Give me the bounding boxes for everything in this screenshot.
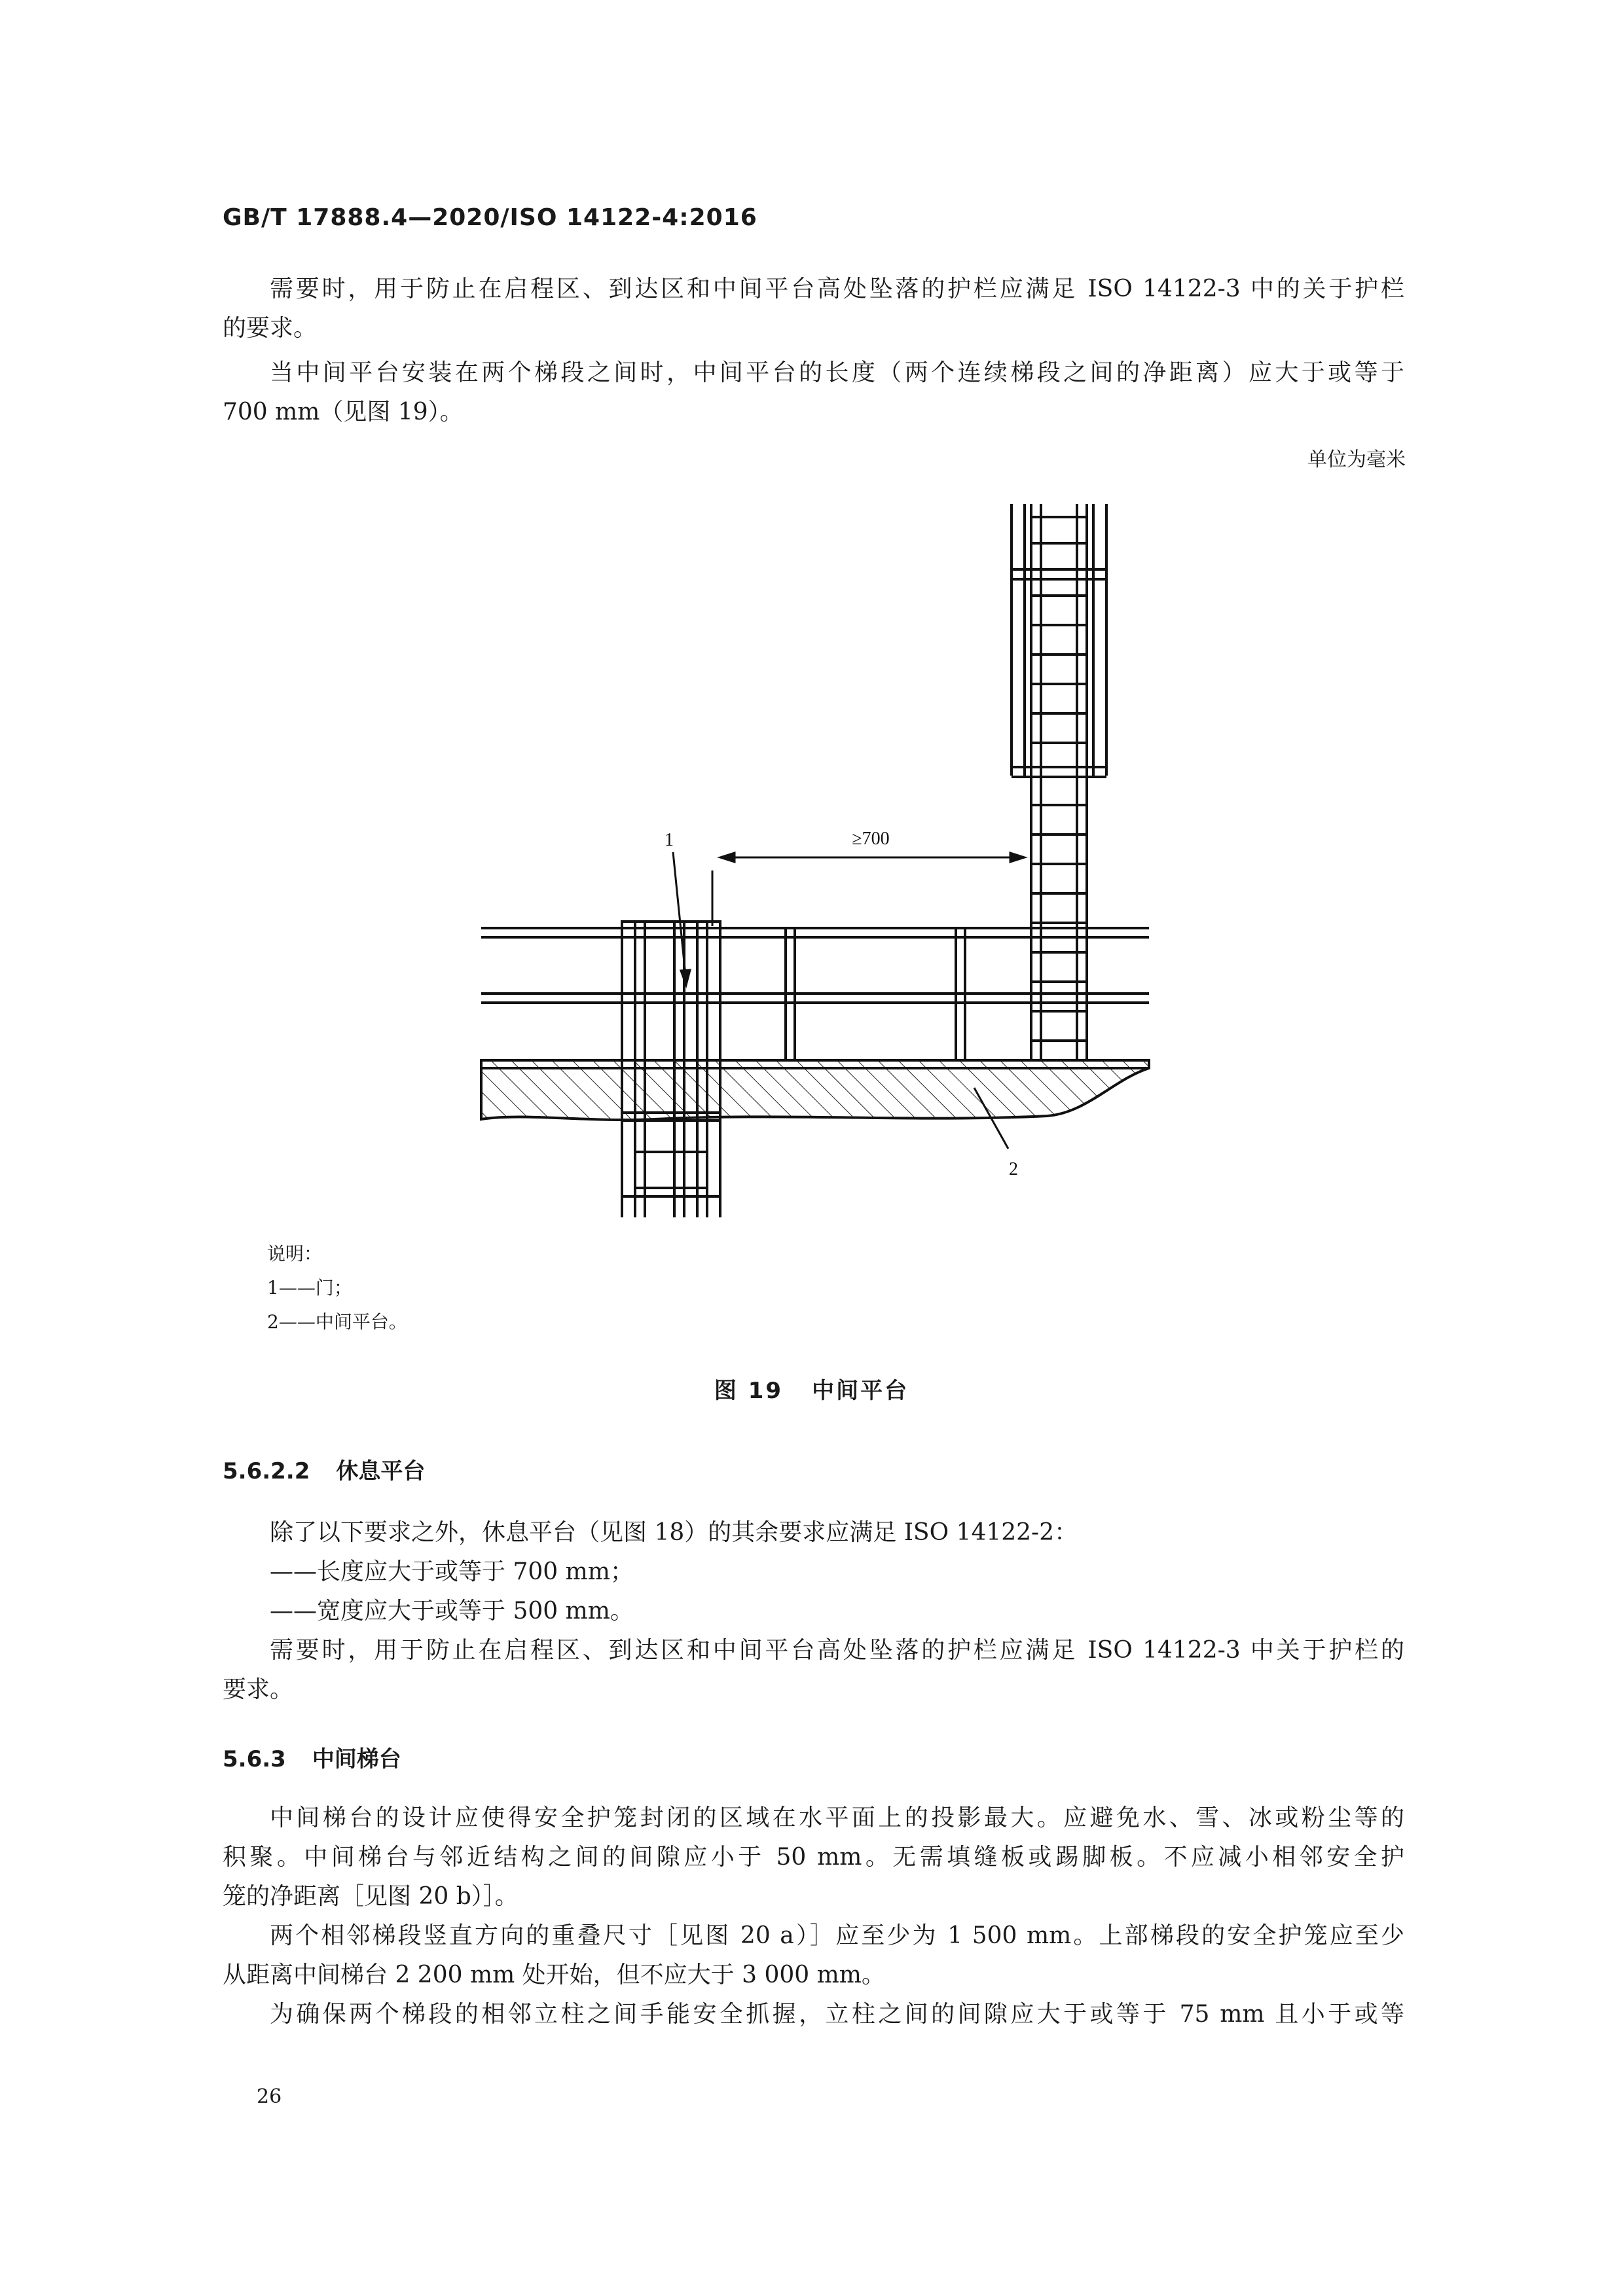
section-5622-p2-line1: 需要时，用于防止在启程区、到达区和中间平台高处坠落的护栏应满足 ISO 14122-3 中关于护栏的 — [270, 1637, 1404, 1664]
figure-caption — [0, 1372, 1623, 1405]
dimension-line — [712, 853, 1025, 926]
section-563-p3-line1: 为确保两个梯段的相邻立柱之间手能安全抓握，立柱之间的间隙应大于或等于 75 mm 且小于或等 — [270, 2001, 1404, 2028]
section-563-p1-line3: 笼的净距离［见图 20 b）］。 — [223, 1883, 519, 1910]
section-5622-title: 休息平台 — [336, 1458, 426, 1484]
intro-p2-line1: 当中间平台安装在两个梯段之间时，中间平台的长度（两个连续梯段之间的净距离）应大于或等于 — [270, 359, 1404, 386]
section-5622-bullet1: ——长度应大于或等于 700 mm； — [270, 1558, 634, 1585]
section-5622-body — [223, 1513, 1404, 1710]
legend-item-2: 2——中间平台。 — [267, 1311, 407, 1333]
upper-ladder-rungs — [1031, 517, 1087, 1041]
intermediate-platform — [481, 1060, 1149, 1120]
legend-item-1: 1——门； — [267, 1277, 352, 1299]
intro-p1-line1: 需要时，用于防止在启程区、到达区和中间平台高处坠落的护栏应满足 ISO 14122-3 中的关于护栏 — [270, 276, 1404, 302]
section-563-p1-line2: 积聚。中间梯台与邻近结构之间的间隙应小于 50 mm。无需填缝板或踢脚板。不应减小相邻安全护 — [223, 1844, 1404, 1871]
section-563-p2-line1: 两个相邻梯段竖直方向的重叠尺寸［见图 20 a）］应至少为 1 500 mm。上部梯段的安全护笼应至少 — [270, 1922, 1404, 1949]
section-563-heading — [223, 1741, 401, 1773]
legend-title: 说明： — [267, 1243, 323, 1265]
caption-number: 图 19 — [714, 1378, 784, 1404]
section-563-title: 中间梯台 — [312, 1746, 401, 1772]
callout-1-label: 1 — [665, 830, 674, 850]
callout-2-label: 2 — [1009, 1159, 1018, 1179]
upper-ladder-cage — [1012, 504, 1106, 1060]
section-5622-bullet2: ——宽度应大于或等于 500 mm。 — [270, 1598, 634, 1624]
section-5622-p2-line2: 要求。 — [223, 1676, 294, 1703]
page-number: 26 — [257, 2085, 282, 2108]
standard-code-header: GB/T 17888.4—2020/ISO 14122-4:2016 — [223, 204, 757, 231]
intro-p2-line2: 700 mm（见图 19）。 — [223, 399, 464, 425]
intro-p1-line2: 的要求。 — [223, 315, 318, 342]
section-5622-number: 5.6.2.2 — [223, 1458, 310, 1484]
caption-title: 中间平台 — [812, 1378, 909, 1404]
section-563-p1-line1: 中间梯台的设计应使得安全护笼封闭的区域在水平面上的投影最大。应避免水、雪、冰或粉尘等的 — [270, 1804, 1404, 1831]
unit-note: 单位为毫米 — [1307, 448, 1406, 471]
section-5622-heading — [223, 1453, 425, 1485]
section-563-p2-line2: 从距离中间梯台 2 200 mm 处开始，但不应大于 3 000 mm。 — [223, 1962, 885, 1988]
section-563-body — [223, 1799, 1404, 2034]
section-5622-p1: 除了以下要求之外，休息平台（见图 18）的其余要求应满足 ISO 14122-2： — [270, 1519, 1078, 1546]
figure-legend — [267, 1237, 407, 1339]
section-563-number: 5.6.3 — [223, 1746, 286, 1772]
dimension-label: ≥700 — [852, 829, 890, 849]
